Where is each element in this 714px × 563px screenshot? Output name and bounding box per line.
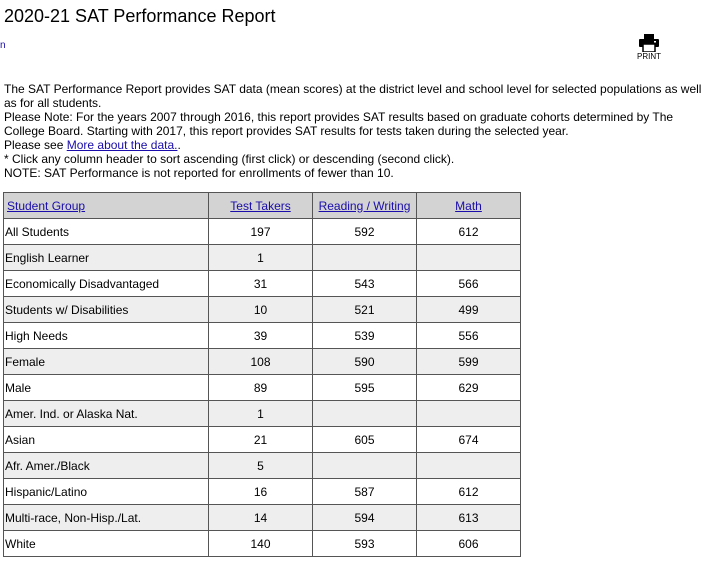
reading-writing-cell xyxy=(313,453,417,479)
test-takers-cell: 14 xyxy=(209,505,313,531)
reading-writing-cell: 543 xyxy=(313,271,417,297)
math-cell: 599 xyxy=(417,349,521,375)
sort-student-group-link[interactable]: Student Group xyxy=(7,198,86,213)
intro-text xyxy=(4,82,710,180)
student-group-cell: Female xyxy=(4,349,209,375)
math-cell xyxy=(417,453,521,479)
table-row xyxy=(4,531,521,557)
printer-icon xyxy=(639,34,659,52)
math-cell: 612 xyxy=(417,219,521,245)
math-cell: 629 xyxy=(417,375,521,401)
reading-writing-cell: 521 xyxy=(313,297,417,323)
table-row xyxy=(4,297,521,323)
test-takers-cell: 1 xyxy=(209,245,313,271)
student-group-cell: Hispanic/Latino xyxy=(4,479,209,505)
table-row xyxy=(4,375,521,401)
student-group-cell: English Learner xyxy=(4,245,209,271)
truncated-link[interactable]: n xyxy=(0,40,6,51)
sort-math-link[interactable]: Math xyxy=(455,198,482,213)
student-group-cell: Multi-race, Non-Hisp./Lat. xyxy=(4,505,209,531)
see-more-prefix: Please see xyxy=(4,138,67,152)
test-takers-cell: 10 xyxy=(209,297,313,323)
enrollment-note: NOTE: SAT Performance is not reported for enrollments of fewer than 10. xyxy=(4,166,394,180)
student-group-cell: High Needs xyxy=(4,323,209,349)
test-takers-cell: 31 xyxy=(209,271,313,297)
student-group-cell: Afr. Amer./Black xyxy=(4,453,209,479)
math-cell: 566 xyxy=(417,271,521,297)
header-test-takers[interactable] xyxy=(209,193,313,219)
math-cell: 556 xyxy=(417,323,521,349)
math-cell xyxy=(417,245,521,271)
page-title: 2020-21 SAT Performance Report xyxy=(4,6,276,26)
student-group-cell: Economically Disadvantaged xyxy=(4,271,209,297)
test-takers-cell: 39 xyxy=(209,323,313,349)
reading-writing-cell: 595 xyxy=(313,375,417,401)
header-math[interactable] xyxy=(417,193,521,219)
reading-writing-cell: 587 xyxy=(313,479,417,505)
math-cell: 499 xyxy=(417,297,521,323)
print-label: PRINT xyxy=(637,52,661,61)
sat-performance-table xyxy=(3,192,521,557)
test-takers-cell: 16 xyxy=(209,479,313,505)
reading-writing-cell: 590 xyxy=(313,349,417,375)
math-cell: 613 xyxy=(417,505,521,531)
header-reading-writing[interactable] xyxy=(313,193,417,219)
student-group-cell: White xyxy=(4,531,209,557)
student-group-cell: Asian xyxy=(4,427,209,453)
test-takers-cell: 197 xyxy=(209,219,313,245)
table-row xyxy=(4,349,521,375)
table-row xyxy=(4,271,521,297)
reading-writing-cell: 594 xyxy=(313,505,417,531)
table-row xyxy=(4,505,521,531)
math-cell: 606 xyxy=(417,531,521,557)
more-about-data-link[interactable]: More about the data. xyxy=(66,138,178,152)
reading-writing-cell xyxy=(313,401,417,427)
math-cell: 612 xyxy=(417,479,521,505)
student-group-cell: Male xyxy=(4,375,209,401)
test-takers-cell: 5 xyxy=(209,453,313,479)
print-button[interactable] xyxy=(631,34,667,61)
table-row xyxy=(4,401,521,427)
student-group-cell: Amer. Ind. or Alaska Nat. xyxy=(4,401,209,427)
math-cell: 674 xyxy=(417,427,521,453)
reading-writing-cell xyxy=(313,245,417,271)
table-row xyxy=(4,245,521,271)
reading-writing-cell: 539 xyxy=(313,323,417,349)
intro-note: Please Note: For the years 2007 through 2016, this report provides SAT results based on graduate cohorts determined by The College Board. Starting with 2017, this report provides SAT results for tests taken during the selected year. xyxy=(4,110,674,138)
reading-writing-cell: 593 xyxy=(313,531,417,557)
sort-test-takers-link[interactable]: Test Takers xyxy=(230,198,291,213)
test-takers-cell: 108 xyxy=(209,349,313,375)
table-row xyxy=(4,219,521,245)
intro-description: The SAT Performance Report provides SAT data (mean scores) at the district level and school level for selected populations as well as for all students. xyxy=(4,82,702,110)
test-takers-cell: 140 xyxy=(209,531,313,557)
student-group-cell: All Students xyxy=(4,219,209,245)
table-row xyxy=(4,453,521,479)
student-group-cell: Students w/ Disabilities xyxy=(4,297,209,323)
math-cell xyxy=(417,401,521,427)
table-row xyxy=(4,323,521,349)
reading-writing-cell: 592 xyxy=(313,219,417,245)
header-student-group[interactable] xyxy=(4,193,209,219)
intro-see-more xyxy=(4,138,710,152)
table-row xyxy=(4,479,521,505)
test-takers-cell: 89 xyxy=(209,375,313,401)
test-takers-cell: 21 xyxy=(209,427,313,453)
reading-writing-cell: 605 xyxy=(313,427,417,453)
see-more-suffix: . xyxy=(177,138,181,152)
test-takers-cell: 1 xyxy=(209,401,313,427)
sort-instructions: * Click any column header to sort ascending (first click) or descending (second click). xyxy=(4,152,455,166)
table-header-row xyxy=(4,193,521,219)
table-row xyxy=(4,427,521,453)
sort-reading-writing-link[interactable]: Reading / Writing xyxy=(318,198,411,213)
